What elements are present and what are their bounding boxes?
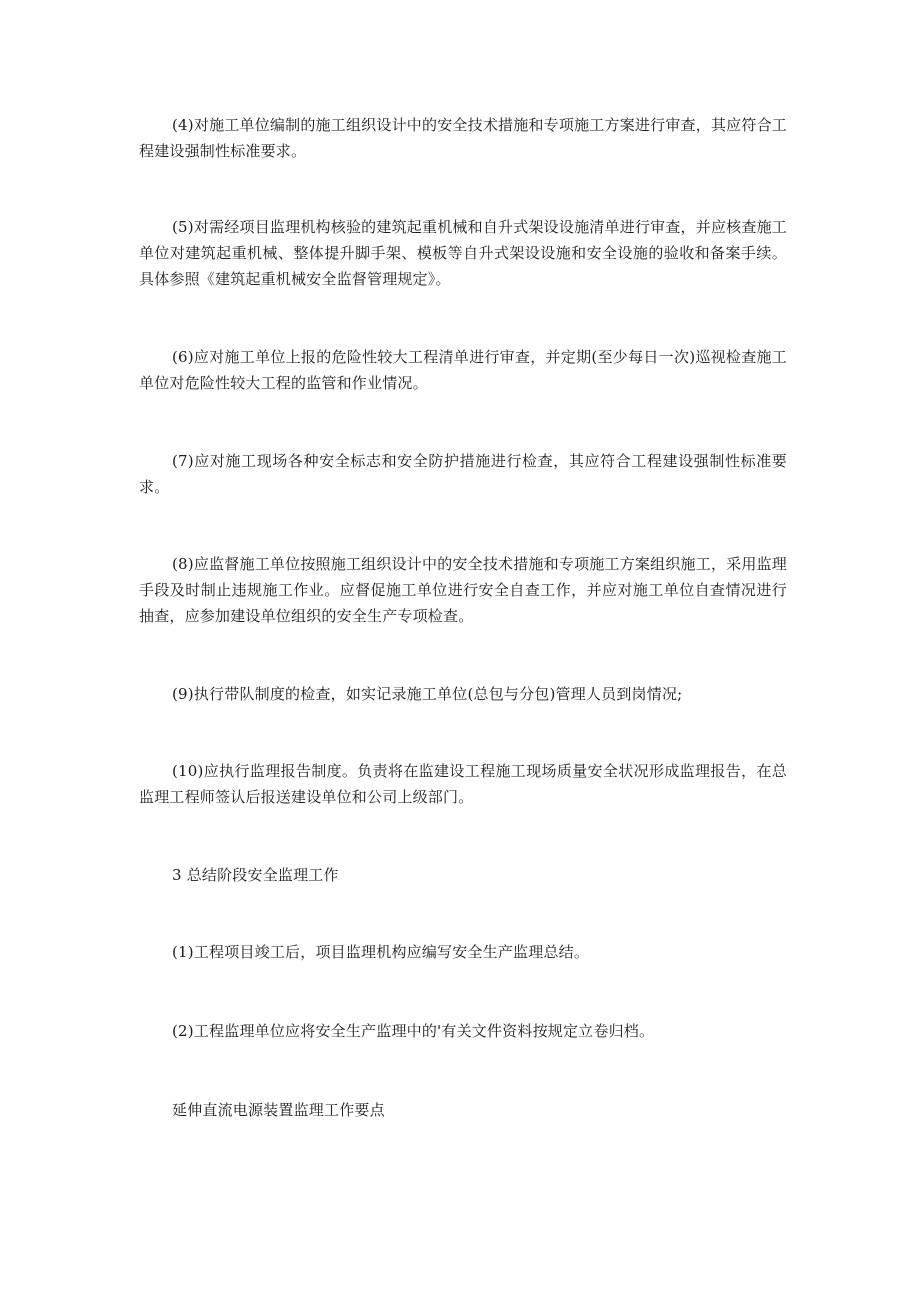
paragraph-item-2-archiving: (2)工程监理单位应将安全生产监理中的'有关文件资料按规定立卷归档。 [172,1022,655,1040]
paragraph-item-10-supervision-report: (10)应执行监理报告制度。负责将在监建设工程施工现场质量安全状况形成监理报告，在总监理工程师签认后报送建设单位和公司上级部门。 [139,762,787,806]
extension-heading: 延伸直流电源装置监理工作要点 [172,1101,385,1119]
paragraph-item-7-safety-signs-check: (7)应对施工现场各种安全标志和安全防护措施进行检查，其应符合工程建设强制性标准要求。 [139,452,787,496]
paragraph-item-4-construction-plan-review: (4)对施工单位编制的施工组织设计中的安全技术措施和专项施工方案进行审查，其应符合工程建设强制性标准要求。 [139,116,787,160]
paragraph-item-9-team-leading-check: (9)执行带队制度的检查，如实记录施工单位(总包与分包)管理人员到岗情况; [172,685,683,703]
paragraph-item-1-completion-summary: (1)工程项目竣工后，项目监理机构应编写安全生产监理总结。 [172,943,590,961]
paragraph-item-6-hazardous-works-review: (6)应对施工单位上报的危险性较大工程清单进行审查，并定期(至少每日一次)巡视检查施工单位对危险性较大工程的监管和作业情况。 [139,348,787,392]
paragraph-item-8-construction-supervision: (8)应监督施工单位按照施工组织设计中的安全技术措施和专项施工方案组织施工，采用监理手段及时制止违规施工作业。应督促施工单位进行安全自查工作，并应对施工单位自查情况进行抽查，应参加建设单位组织的安全生产专项检查。 [139,555,787,625]
paragraph-item-5-lifting-machinery-review: (5)对需经项目监理机构核验的建筑起重机械和自升式架设设施清单进行审查，并应核查施工单位对建筑起重机械、整体提升脚手架、模板等自升式架设设施和安全设施的验收和备案手续。具体参照《建筑起重机械安全监督管理规定》。 [139,218,787,288]
section-heading-summary-stage: 3 总结阶段安全监理工作 [172,866,339,884]
